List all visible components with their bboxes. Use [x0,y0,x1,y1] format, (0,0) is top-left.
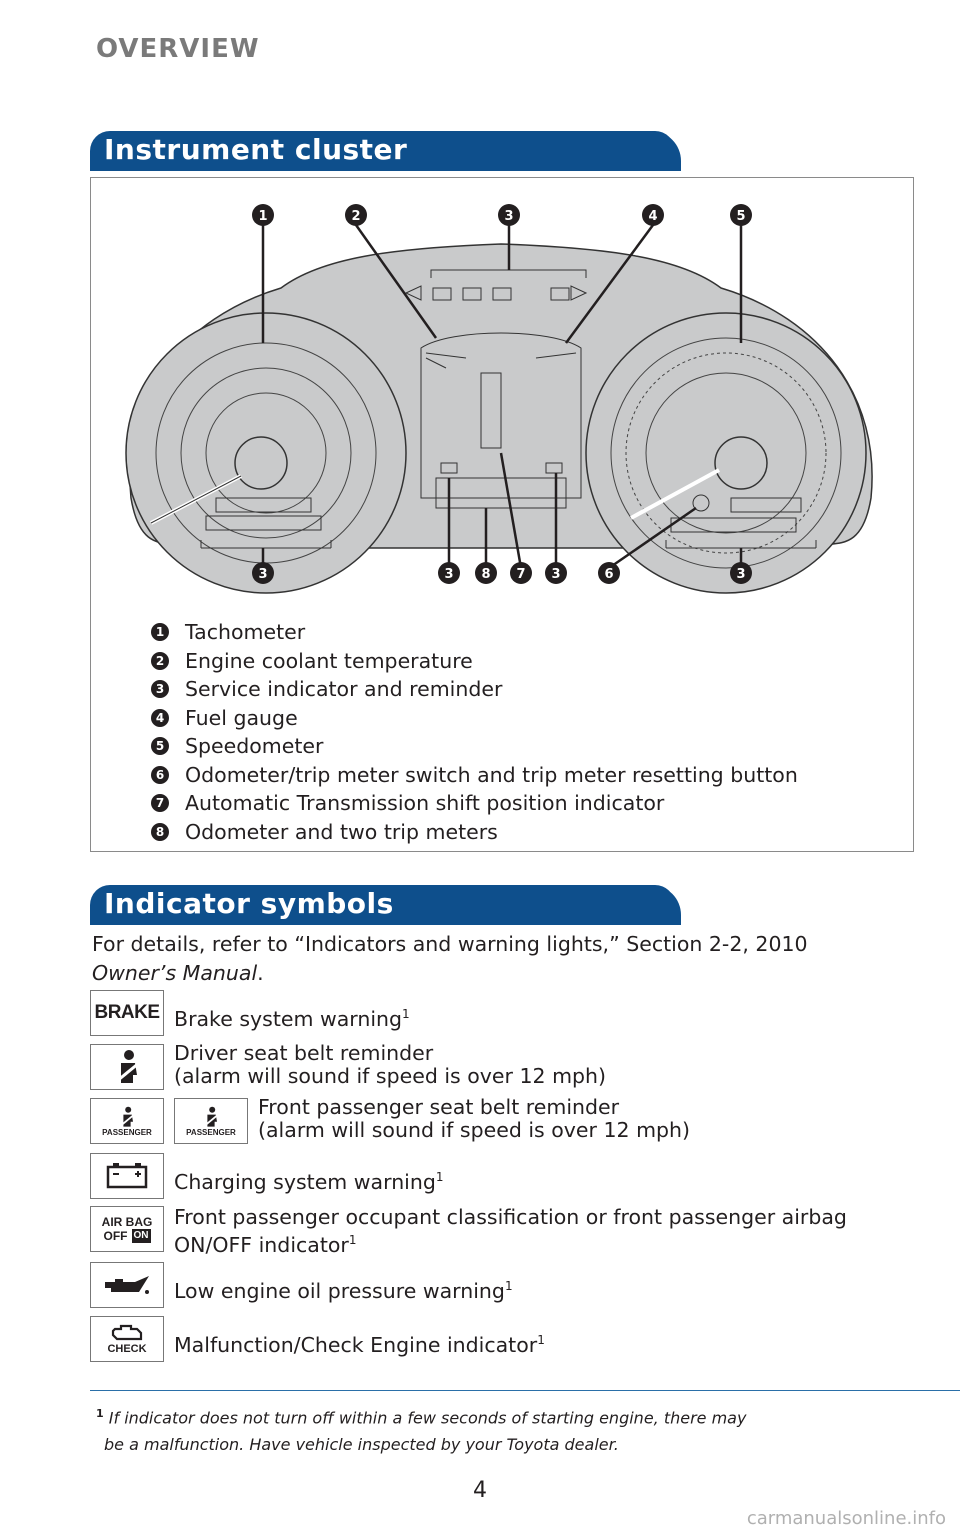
footnote-marker: 1 [96,1407,104,1420]
footnote-ref: 1 [504,1279,513,1293]
legend-number: 5 [151,737,169,755]
legend-label: Automatic Transmission shift position indicator [185,791,665,816]
indicator-row-check-engine [90,1316,545,1362]
footnote-ref: 1 [348,1233,357,1247]
callout-6: 6 [604,567,614,582]
legend-label: Fuel gauge [185,705,298,730]
indicator-label: Front passenger occupant classification or front passenger airbag [174,1205,847,1229]
passenger-icon-text: PASSENGER [186,1127,236,1137]
footnote-divider [90,1390,960,1391]
indicator-label: Low engine oil pressure warning [174,1278,505,1303]
indicator-row-airbag [90,1206,847,1257]
legend-item [151,675,798,704]
legend-label: Engine coolant temperature [185,648,473,673]
indicator-text [174,1003,410,1031]
indicator-row-brake [90,990,410,1036]
speedometer-dial [586,313,866,593]
legend-label: Tachometer [185,620,306,645]
legend-item [151,789,798,818]
legend-number: 3 [151,680,169,698]
callout-3-center-left: 3 [444,567,454,582]
legend-number: 2 [151,652,169,670]
driver-seatbelt-icon [90,1044,164,1090]
indicator-row-charging [90,1153,444,1199]
legend-label: Speedometer [185,734,324,759]
intro-manual-title: Owner’s Manual [92,961,258,985]
check-engine-icon [90,1316,164,1362]
instrument-cluster-heading [90,131,675,171]
legend-label: Odometer/trip meter switch and trip meter resetting button [185,762,798,787]
legend-item [151,732,798,761]
section-title: Instrument cluster [104,133,408,166]
callout-1: 1 [258,209,268,224]
passenger-seatbelt-icon [90,1098,164,1144]
oil-pressure-icon [90,1262,164,1308]
indicator-text [174,1275,513,1303]
cluster-legend [151,618,798,846]
indicator-row-oil-pressure [90,1262,513,1308]
callout-7: 7 [516,567,526,582]
legend-number: 1 [151,623,169,641]
indicator-label: Malfunction/Check Engine indicator [174,1332,538,1357]
indicator-row-passenger-seatbelt [90,1095,691,1144]
indicator-text [174,1329,545,1357]
callout-5: 5 [736,209,746,224]
callout-4: 4 [648,209,658,224]
indicator-text [174,1166,444,1194]
indicator-sublabel: (alarm will sound if speed is over 12 mph) [174,1064,607,1088]
instrument-cluster-figure [90,177,914,852]
indicator-symbols-heading [90,885,675,925]
callout-3-top: 3 [504,209,514,224]
page-header: OVERVIEW [96,34,260,64]
airbag-icon-on: ON [133,1230,149,1241]
footnote-ref: 1 [402,1007,410,1021]
indicator-text [174,1206,847,1257]
tachometer-dial [126,313,406,593]
legend-item [151,647,798,676]
legend-item [151,704,798,733]
footnote-line-1: If indicator does not turn off within a few seconds of starting engine, there may [108,1408,747,1428]
section-title: Indicator symbols [104,887,394,920]
indicator-sublabel: ON/OFF indicator [174,1232,349,1257]
intro-end: . [257,961,264,985]
check-icon-text: CHECK [107,1343,147,1355]
footnote-ref: 1 [537,1333,545,1347]
airbag-icon-top: AIR BAG [101,1215,153,1229]
footnote-ref: 1 [435,1170,444,1184]
footnote [96,1400,896,1458]
indicator-label: Front passenger seat belt reminder [258,1095,620,1119]
indicator-text [174,1042,606,1088]
legend-item [151,618,798,647]
brake-icon-text: BRAKE [94,1002,160,1023]
indicator-row-driver-seatbelt [90,1041,607,1090]
legend-number: 7 [151,794,169,812]
callout-3-center-right: 3 [551,567,561,582]
indicator-label: Charging system warning [174,1169,436,1194]
airbag-off-icon [90,1206,164,1252]
indicator-sublabel: (alarm will sound if speed is over 12 mph) [258,1118,691,1142]
callout-8: 8 [481,567,491,582]
legend-number: 6 [151,766,169,784]
page-number: 4 [473,1478,487,1503]
brake-warning-icon [90,990,164,1036]
passenger-seatbelt-icon-alt [174,1098,248,1144]
callout-3-left: 3 [258,567,268,582]
legend-label: Odometer and two trip meters [185,819,498,844]
legend-item [151,818,798,847]
footnote-line-2: be a malfunction. Have vehicle inspected by your Toyota dealer. [104,1435,619,1455]
legend-item [151,761,798,790]
legend-label: Service indicator and reminder [185,677,503,702]
intro-text: For details, refer to “Indicators and warning lights,” Section 2-2, 2010 [92,932,808,956]
indicator-label: Brake system warning [174,1006,403,1031]
airbag-icon-off: OFF [103,1229,128,1243]
legend-number: 4 [151,709,169,727]
indicator-label: Driver seat belt reminder [174,1041,434,1065]
indicator-intro [92,930,892,988]
battery-icon [90,1153,164,1199]
legend-number: 8 [151,823,169,841]
indicator-text [258,1096,690,1142]
callout-2: 2 [351,209,361,224]
callout-3-right: 3 [736,567,746,582]
passenger-icon-text: PASSENGER [102,1127,152,1137]
watermark: carmanualsonline.info [746,1508,946,1529]
